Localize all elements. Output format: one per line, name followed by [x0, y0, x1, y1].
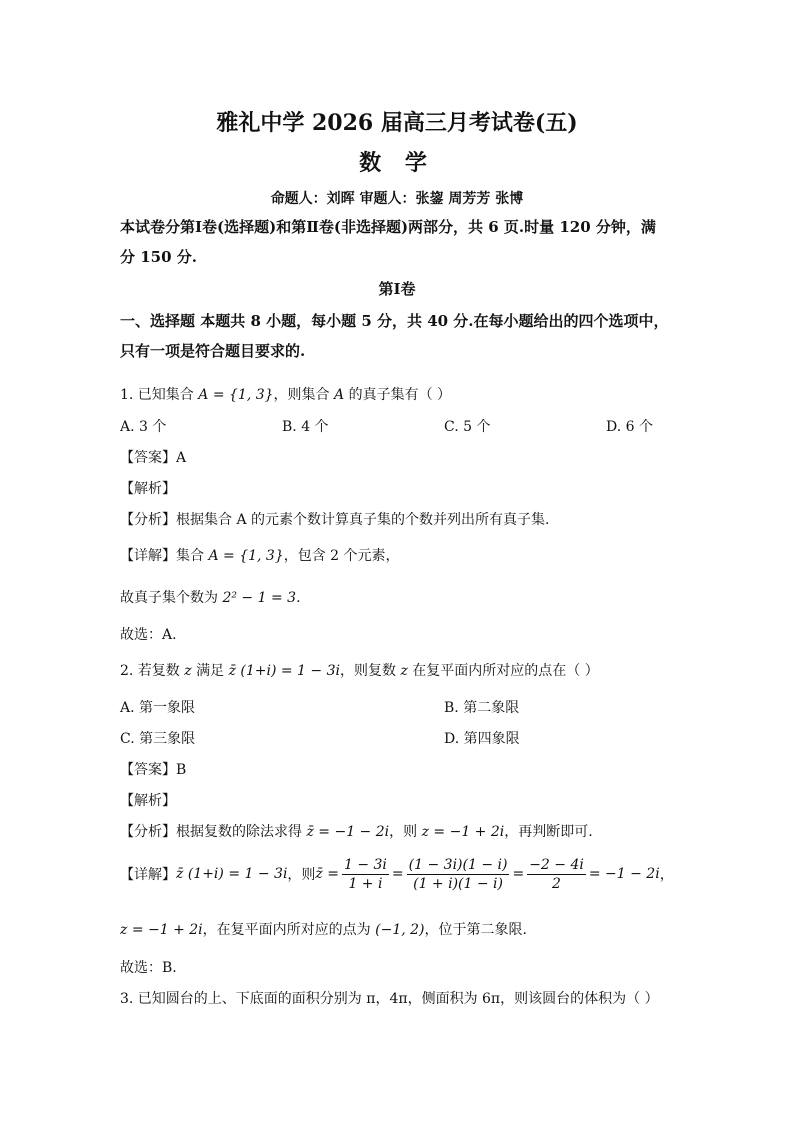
q2-fenxi-a: 【分析】根据复数的除法求得 — [120, 824, 307, 840]
q2-detail-result: = −1 − 2i — [588, 866, 660, 882]
q1-detail-a: 【详解】集合 — [120, 548, 209, 564]
q1-stem-a: 1. 已知集合 — [120, 387, 199, 403]
q2-analysis-label: 【解析】 — [120, 793, 176, 809]
subject-title: 数 学 — [359, 150, 435, 176]
q2-z-line-pt: (−1, 2) — [375, 922, 425, 938]
q2-cond: z̄ (1+i) = 1 − 3i — [228, 663, 340, 679]
q2-detail-label: 【详解】 — [120, 867, 176, 883]
q2-option-b: B. 第二象限 — [444, 700, 520, 716]
q1-stem — [120, 384, 451, 404]
q1-option-c: C. 5 个 — [444, 419, 491, 435]
q2-fenxi-c: ，再判断即可. — [504, 824, 593, 840]
exam-title: 雅礼中学 2026 届高三月考试卷(五) — [216, 110, 578, 136]
q2-option-a: A. 第一象限 — [120, 700, 196, 716]
q2-fenxi — [120, 821, 593, 841]
q1-stem-c: 的真子集有（ ） — [344, 387, 452, 403]
q2-stem-b: 满足 — [191, 663, 229, 679]
q2-z-line-a: ，在复平面内所对应的点为 — [202, 922, 376, 938]
q1-count-expr: 2² − 1 = 3 — [222, 590, 297, 606]
q1-set: A = {1, 3} — [198, 387, 274, 403]
section-heading-1: 一、选择题 本题共 8 小题，每小题 5 分，共 40 分.在每小题给出的四个选项中， — [120, 312, 669, 330]
q2-frac-3-den: 2 — [552, 875, 561, 892]
q1-detail-b: ，包含 2 个元素， — [283, 548, 400, 564]
q2-choose: 故选：B. — [120, 960, 177, 976]
q2-equals-2: = — [512, 866, 525, 882]
q2-frac-2-den: (1 + i)(1 − i) — [413, 875, 503, 892]
q2-option-d: D. 第四象限 — [444, 731, 520, 747]
q2-fenxi-e1: z̄ = −1 − 2i — [306, 824, 390, 840]
q2-stem-a: 2. 若复数 — [120, 663, 185, 679]
q1-option-d: D. 6 个 — [606, 419, 653, 435]
q3-stem: 3. 已知圆台的上、下底面的面积分别为 π，4π，侧面积为 6π，则该圆台的体积为（ ） — [120, 991, 659, 1007]
q2-option-c: C. 第三象限 — [120, 731, 196, 747]
q2-fenxi-e2: z = −1 + 2i — [421, 824, 505, 840]
q1-detail — [120, 545, 400, 565]
q2-z: z — [184, 663, 192, 679]
intro-line-2: 分 150 分. — [120, 248, 197, 266]
q2-frac-2-num: (1 − 3i)(1 − i) — [408, 856, 508, 873]
authors-line: 命题人：刘晖 审题人：张鋆 周芳芳 张博 — [270, 191, 524, 207]
q1-fenxi: 【分析】根据集合 A 的元素个数计算真子集的个数并列出所有真子集. — [120, 512, 550, 528]
q2-answer: 【答案】B — [120, 762, 187, 778]
q1-option-b: B. 4 个 — [282, 419, 329, 435]
q1-var: A — [334, 387, 345, 403]
q2-equals-1: = — [391, 866, 404, 882]
q2-detail — [120, 852, 674, 896]
intro-line-1: 本试卷分第Ⅰ卷(选择题)和第Ⅱ卷(非选择题)两部分，共 6 页.时量 120 分钟，满 — [120, 218, 656, 236]
q2-stem — [120, 660, 599, 680]
q1-analysis-label: 【解析】 — [120, 481, 176, 497]
q2-frac-1-den: 1 + i — [348, 875, 383, 892]
q2-detail-end: ， — [659, 867, 674, 883]
q2-frac-3-num: −2 − 4i — [529, 856, 584, 873]
q1-option-a: A. 3 个 — [120, 419, 167, 435]
section-heading-2: 只有一项是符合题目要求的. — [120, 342, 306, 360]
q1-answer: 【答案】A — [120, 450, 187, 466]
q2-detail-then: ，则 — [287, 867, 316, 883]
q2-fenxi-b: ，则 — [389, 824, 422, 840]
q1-count-a: 故真子集个数为 — [120, 590, 223, 606]
section-title: 第Ⅰ卷 — [378, 280, 416, 298]
q2-z-line-b: ，位于第二象限. — [424, 922, 527, 938]
q2-z-line — [120, 919, 527, 939]
q2-z-line-e: z = −1 + 2i — [120, 922, 203, 938]
q2-frac-1 — [342, 856, 389, 893]
q2-frac-3 — [527, 856, 586, 893]
q2-stem-d: 在复平面内所对应的点在（ ） — [407, 663, 599, 679]
q1-stem-b: ，则集合 — [273, 387, 334, 403]
q2-detail-lhs: z̄ = — [315, 866, 339, 882]
q1-count — [120, 587, 301, 607]
q2-detail-e1: z̄ (1+i) = 1 − 3i — [176, 866, 288, 882]
q2-frac-2 — [407, 856, 510, 893]
q1-count-b: . — [296, 590, 301, 606]
q2-stem-c: ，则复数 — [339, 663, 401, 679]
q2-z-2: z — [400, 663, 408, 679]
q2-frac-1-num: 1 − 3i — [343, 856, 387, 873]
q1-detail-set: A = {1, 3} — [208, 548, 284, 564]
q1-choose: 故选：A. — [120, 627, 177, 643]
